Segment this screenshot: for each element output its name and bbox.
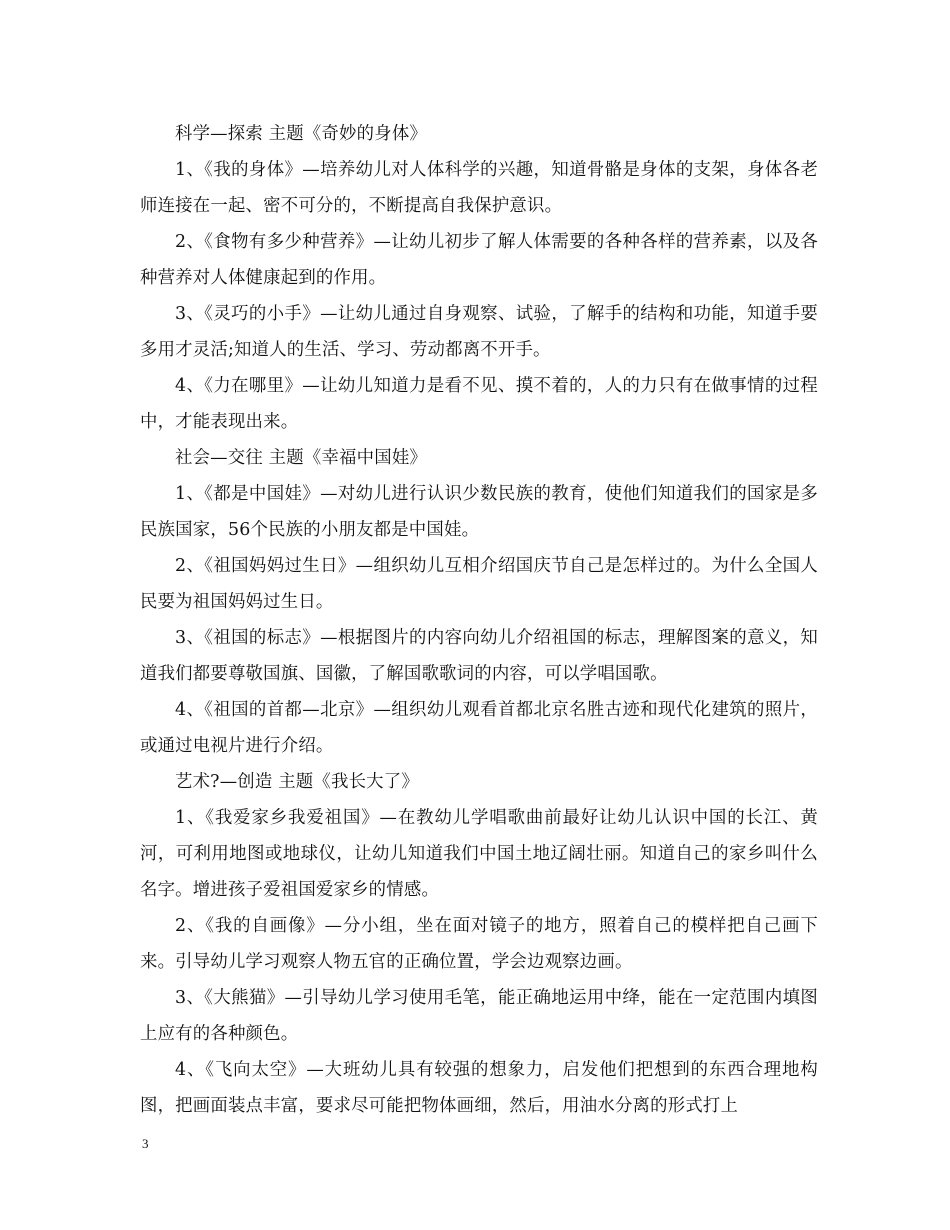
section-heading-art: 艺术?—创造 主题《我长大了》: [175, 772, 419, 792]
paragraph: 3、《大熊猫》—引导幼儿学习使用毛笔，能正确地运用中绛，能在一定范围内填图上应有的各种颜色。: [140, 988, 818, 1044]
document-body: [140, 116, 818, 1124]
section-heading-society: 社会—交往 主题《幸福中国娃》: [175, 448, 427, 468]
paragraph: 4、《祖国的首都—北京》—组织幼儿观看首都北京名胜古迹和现代化建筑的照片，或通过电视片进行介绍。: [140, 700, 818, 756]
paragraph: 4、《飞向太空》—大班幼儿具有较强的想象力，启发他们把想到的东西合理地构图，把画面装点丰富，要求尽可能把物体画细，然后，用油水分离的形式打上: [140, 1060, 818, 1116]
page-number: 3: [142, 1136, 149, 1151]
paragraph: 1、《我爱家乡我爱祖国》—在教幼儿学唱歌曲前最好让幼儿认识中国的长江、黄河，可利用地图或地球仪，让幼儿知道我们中国土地辽阔壮丽。知道自己的家乡叫什么名字。增进孩子爱祖国爱家乡的情感。: [140, 808, 818, 900]
paragraph: 1、《我的身体》—培养幼儿对人体科学的兴趣，知道骨骼是身体的支架，身体各老师连接在一起、密不可分的，不断提高自我保护意识。: [140, 160, 818, 216]
paragraph: 3、《灵巧的小手》—让幼儿通过自身观察、试验，了解手的结构和功能，知道手要多用才灵活;知道人的生活、学习、劳动都离不开手。: [140, 304, 818, 360]
paragraph: 2、《我的自画像》—分小组，坐在面对镜子的地方，照着自己的模样把自己画下来。引导幼儿学习观察人物五官的正确位置，学会边观察边画。: [140, 916, 818, 972]
section-heading-science: 科学—探索 主题《奇妙的身体》: [175, 124, 427, 144]
paragraph: 1、《都是中国娃》—对幼儿进行认识少数民族的教育，使他们知道我们的国家是多民族国家，56个民族的小朋友都是中国娃。: [140, 484, 818, 540]
paragraph: 3、《祖国的标志》—根据图片的内容向幼儿介绍祖国的标志，理解图案的意义，知道我们都要尊敬国旗、国徽，了解国歌歌词的内容，可以学唱国歌。: [140, 628, 818, 684]
paragraph: 2、《祖国妈妈过生日》—组织幼儿互相介绍国庆节自己是怎样过的。为什么全国人民要为祖国妈妈过生日。: [140, 556, 818, 612]
paragraph: 2、《食物有多少种营养》—让幼儿初步了解人体需要的各种各样的营养素，以及各种营养对人体健康起到的作用。: [140, 232, 818, 288]
paragraph: 4、《力在哪里》—让幼儿知道力是看不见、摸不着的，人的力只有在做事情的过程中，才能表现出来。: [140, 376, 818, 432]
